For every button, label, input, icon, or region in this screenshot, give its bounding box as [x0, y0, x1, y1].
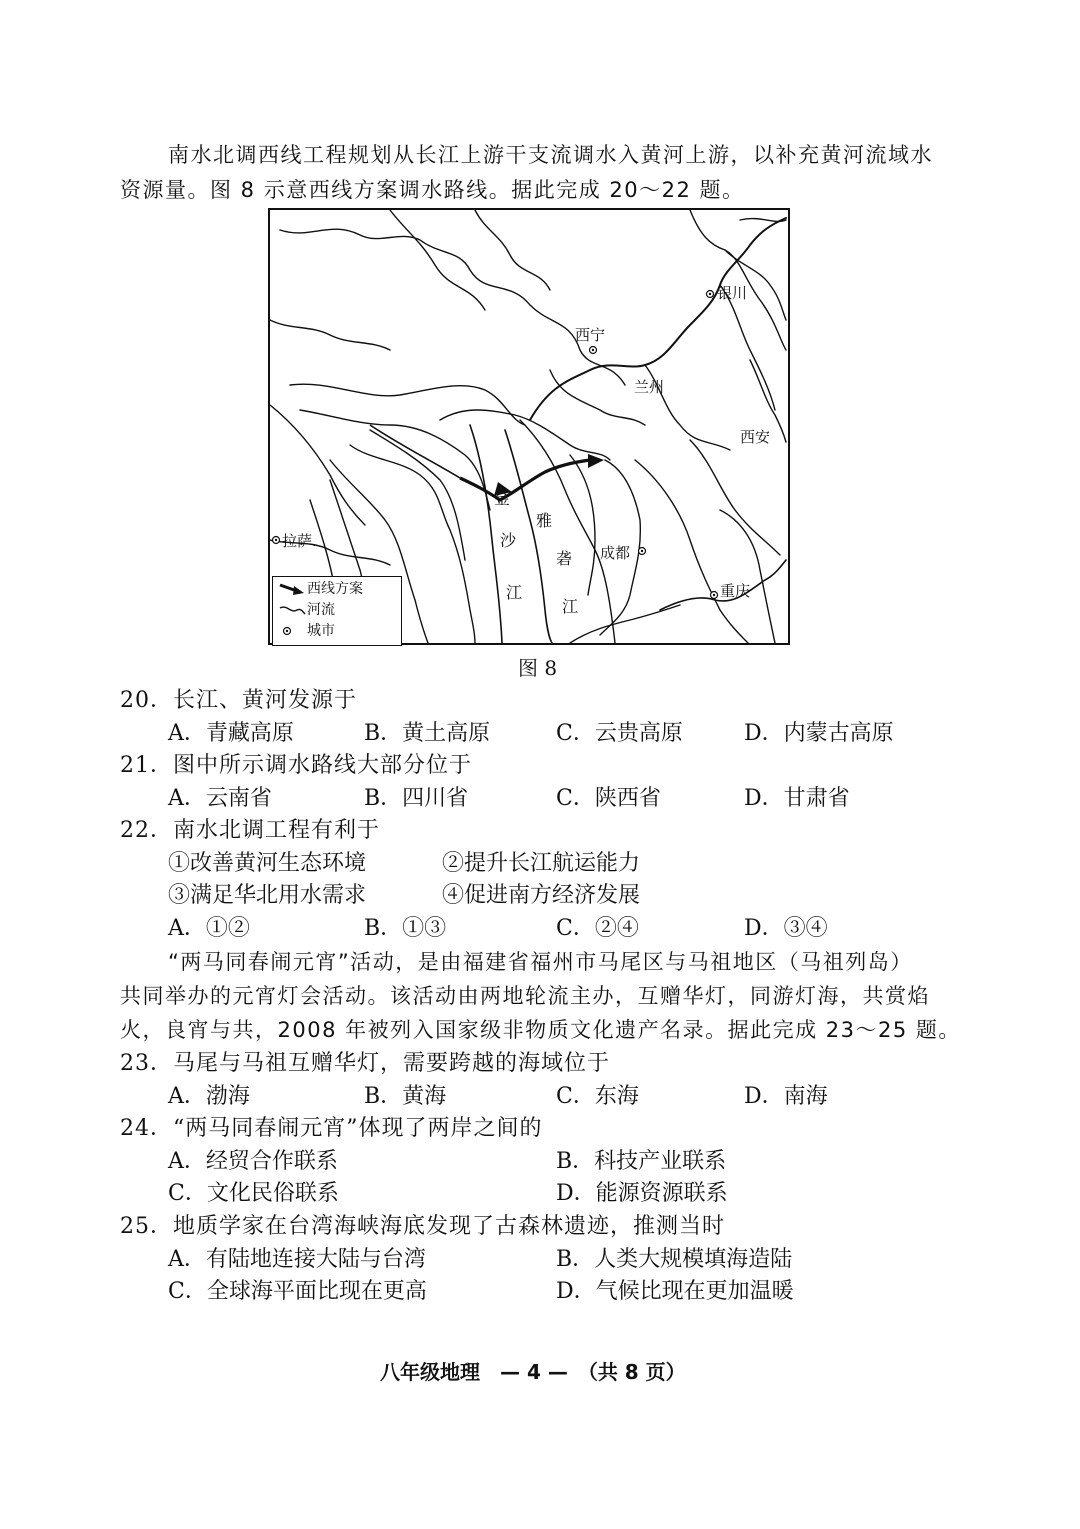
western-route-line [370, 425, 604, 500]
question-22-statement-4: ④促进南方经济发展 [442, 883, 641, 908]
question-22-statement-3: ③满足华北用水需求 [168, 883, 367, 908]
river-label-jinsha-3: 江 [506, 583, 523, 602]
question-22-statement-1: ①改善黄河生态环境 [168, 851, 367, 876]
question-23-stem: 23．马尾与马祖互赠华灯，需要跨越的海域位于 [120, 1051, 610, 1076]
legend-row-river: 河流 [277, 600, 335, 620]
city-label-chongqing: 重庆 [720, 582, 751, 600]
question-25-option-c: C．全球海平面比现在更高 [168, 1279, 427, 1304]
city-label-chengdu: 成都 [600, 544, 631, 562]
question-24-stem: 24．“两马同春闹元宵”体现了两岸之间的 [120, 1116, 543, 1141]
question-21-option-b: B．四川省 [364, 786, 469, 811]
city-label-xining: 西宁 [575, 326, 606, 344]
city-label-lanzhou: 兰州 [634, 378, 665, 396]
question-20-stem: 20．长江、黄河发源于 [120, 688, 357, 713]
legend-row-route: 西线方案 [277, 579, 363, 599]
question-23-option-c: C．东海 [556, 1084, 639, 1109]
question-21-option-a: A．云南省 [168, 786, 272, 811]
figure-caption: 图 8 [518, 656, 558, 680]
question-22-option-c: C．②④ [556, 916, 639, 941]
city-dot-icon [277, 621, 307, 641]
question-22-option-b: B．①③ [364, 916, 447, 941]
question-22-option-d: D．③④ [744, 916, 828, 941]
question-23-option-d: D．南海 [744, 1084, 828, 1109]
question-20-option-c: C．云贵高原 [556, 721, 683, 746]
legend-row-city: 城市 [277, 621, 335, 641]
page-footer: 八年级地理 — 4 — （共 8 页） [380, 1360, 686, 1384]
question-25-option-b: B．人类大规模填海造陆 [556, 1247, 793, 1272]
route-map-figure [268, 208, 790, 645]
question-25-stem: 25．地质学家在台湾海峡海底发现了古森林遗迹，推测当时 [120, 1214, 725, 1239]
question-20-option-d: D．内蒙古高原 [744, 721, 894, 746]
question-23-option-b: B．黄海 [364, 1084, 447, 1109]
intro2-line-1: “两马同春闹元宵”活动，是由福建省福州市马尾区与马祖地区（马祖列岛） [168, 950, 913, 974]
question-25-option-d: D．气候比现在更加温暖 [556, 1279, 794, 1304]
intro-paragraph-line-2: 资源量。图 8 示意西线方案调水路线。据此完成 20～22 题。 [120, 178, 745, 202]
city-label-lasa: 拉萨. [282, 532, 317, 550]
question-22-option-a: A．①② [168, 916, 250, 941]
question-20-option-a: A．青藏高原 [168, 721, 294, 746]
intro2-line-3: 火，良宵与共，2008 年被列入国家级非物质文化遗产名录。据此完成 23～25 题。 [120, 1018, 961, 1042]
question-23-option-a: A．渤海 [168, 1084, 250, 1109]
question-24-option-c: C．文化民俗联系 [168, 1181, 339, 1206]
question-21-option-c: C．陕西省 [556, 786, 661, 811]
city-label-yinchuan: 银川 [717, 284, 748, 302]
city-label-xian: 西安 [740, 428, 771, 446]
question-21-stem: 21．图中所示调水路线大部分位于 [120, 753, 472, 778]
intro2-line-2: 共同举办的元宵灯会活动。该活动由两地轮流主办，互赠华灯，同游灯海，共赏焰 [120, 984, 930, 1008]
river-label-yalong-1: 雅 [536, 511, 553, 530]
question-21-option-d: D．甘肃省 [744, 786, 850, 811]
river-label-yalong-2: 砻 [556, 549, 573, 568]
question-24-option-b: B．科技产业联系 [556, 1149, 727, 1174]
question-24-option-a: A．经贸合作联系 [168, 1149, 338, 1174]
river-label-jinsha-2: 沙 [500, 531, 517, 550]
river-label-yalong-3: 江 [562, 597, 579, 616]
map-legend [272, 576, 402, 646]
question-22-stem: 22．南水北调工程有利于 [120, 818, 380, 843]
question-22-statement-2: ②提升长江航运能力 [442, 851, 641, 876]
question-20-option-b: B．黄土高原 [364, 721, 491, 746]
question-25-option-a: A．有陆地连接大陆与台湾 [168, 1247, 426, 1272]
route-arrow-icon [277, 579, 307, 599]
river-label-jinsha-1: 金 [494, 489, 511, 508]
river-line-icon [277, 600, 307, 620]
question-24-option-d: D．能源资源联系 [556, 1181, 728, 1206]
intro-paragraph-line-1: 南水北调西线工程规划从长江上游干支流调水入黄河上游，以补充黄河流域水 [168, 143, 933, 167]
